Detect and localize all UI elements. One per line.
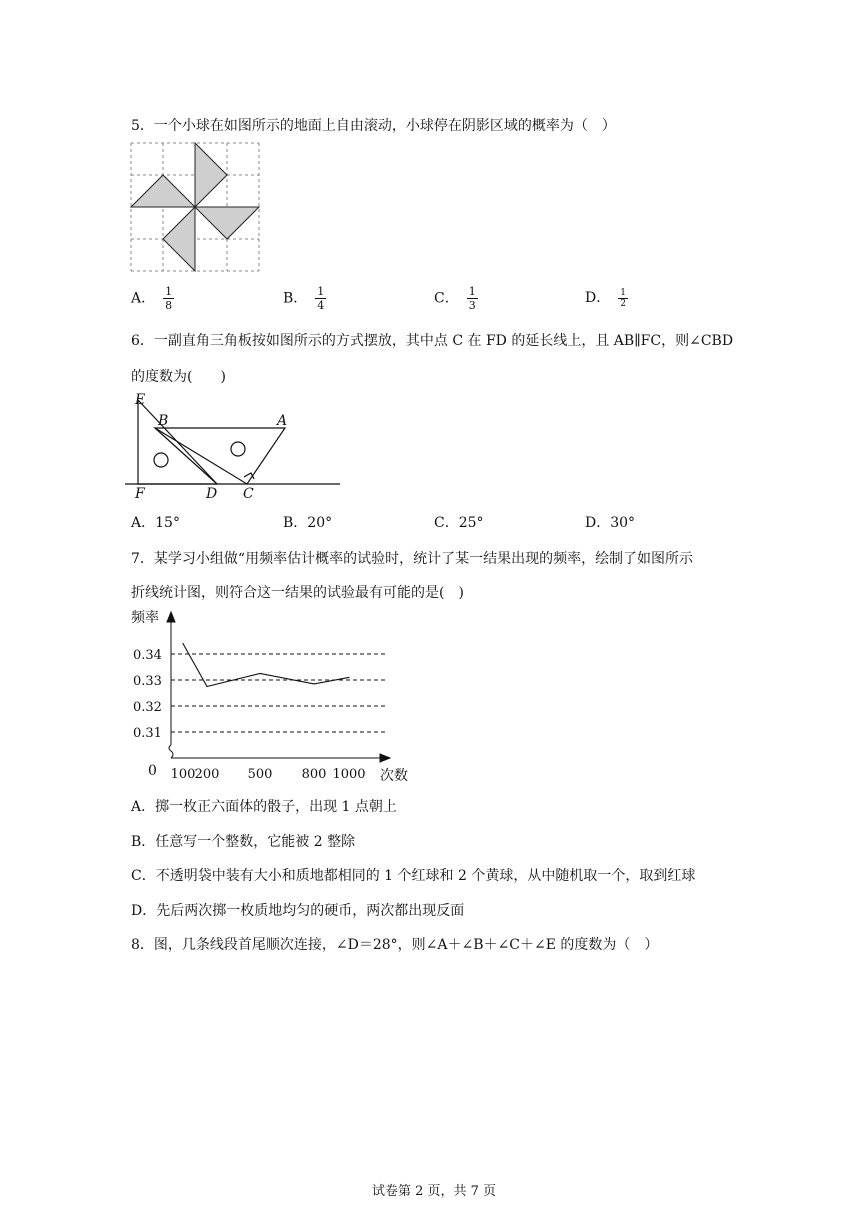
label-d: D [206,486,218,502]
y-tick-label: 0.34 [133,648,162,663]
q5-stem: 5．一个小球在如图所示的地面上自由滚动，小球停在阴影区域的概率为（ ） [131,118,616,134]
frequency-data-point [313,683,314,684]
q6-triangles-figure [125,388,350,503]
y-tick-label: 0.33 [133,674,162,689]
option-label: B． [283,290,308,307]
fraction-numerator: 1 [317,285,325,298]
frequency-data-point [182,643,183,644]
q6-option-d[interactable] [585,512,635,532]
segment-bd [155,428,217,484]
q5-shaded-triangles [131,143,259,271]
fraction-numerator: 1 [165,285,173,298]
fraction-denominator: 4 [317,299,325,312]
label-e: E [135,392,146,408]
origin-label: 0 [148,763,157,779]
q6-option-b[interactable] [283,512,332,532]
q7-option-d[interactable]: D．先后两次掷一枚质地均匀的硬币，两次都出现反面 [131,903,465,919]
q5-option-b[interactable] [283,285,326,312]
fraction-denominator: 8 [165,299,173,312]
x-tick-label: 100 [170,767,196,782]
q7-stem-line2: 折线统计图，则符合这一结果的试验最有可能的是( ) [131,585,464,601]
option-value: 20° [307,515,333,531]
x-tick-label: 200 [194,767,220,782]
triangle-hole-left [154,453,168,467]
q8-stem: 8．图，几条线段首尾顺次连接，∠D＝28°，则∠A＋∠B＋∠C＋∠E 的度数为（ ） [131,937,659,953]
label-f: F [135,486,145,502]
x-axis-label: 次数 [380,768,408,784]
y-tick-label: 0.32 [133,700,162,715]
triangle-bac [155,428,285,484]
page-footer: 试卷第 2 页，共 7 页 [371,1184,497,1199]
q5-pinwheel-figure [128,140,263,275]
q7-frequency-line-chart [125,605,415,785]
frequency-data-point [206,686,207,687]
fraction-denominator: 3 [468,299,476,312]
q7-option-a[interactable]: A．掷一枚正六面体的骰子，出现 1 点朝上 [131,799,397,815]
q5-option-a[interactable] [131,285,174,312]
q5-option-c[interactable] [434,285,478,312]
q7-option-b[interactable]: B．任意写一个整数，它能被 2 整除 [131,834,356,850]
label-b: B [158,413,169,429]
x-tick-label: 800 [301,767,327,782]
x-axis-arrow [380,754,390,762]
fraction-numerator: 1 [468,285,476,298]
axis-break-mark [169,745,173,758]
y-axis-arrow [167,612,175,622]
label-c: C [243,486,254,502]
q7-option-c[interactable]: C．不透明袋中装有大小和质地都相同的 1 个红球和 2 个黄球，从中随机取一个，取到红球 [131,868,696,884]
right-angle-mark [244,473,254,479]
y-axis-label: 频率 [131,610,159,626]
fraction-denominator: 2 [620,298,626,309]
frequency-data-point [348,677,349,678]
triangle-hole-right [231,442,245,456]
frequency-data-point [259,673,260,674]
option-label: D． [585,515,611,531]
q6-stem-line2: 的度数为( ) [131,369,226,385]
label-a: A [277,413,288,429]
q6-option-a[interactable] [131,512,180,532]
option-value: 30° [610,515,636,531]
q6-stem-line1: 6．一副直角三角板按如图所示的方式摆放，其中点 C 在 FD 的延长线上，且 AB∥FC，则∠CBD [131,333,734,349]
option-label: C． [434,290,459,307]
option-label: A． [131,515,156,531]
option-label: C． [434,515,459,531]
x-tick-label: 1000 [332,767,366,782]
option-value: 15° [155,515,180,531]
option-value: 25° [458,515,484,531]
q7-stem-line1: 7．某学习小组做“用频率估计概率的试验时，统计了某一结果出现的频率，绘制了如图所示 [131,551,694,567]
option-label: B． [283,515,308,531]
q5-option-d[interactable] [585,287,628,309]
q6-option-c[interactable] [434,512,484,532]
option-label: A． [131,290,156,307]
x-tick-label: 500 [247,767,273,782]
fraction-numerator: 1 [620,287,626,298]
y-tick-label: 0.31 [133,726,162,741]
option-label: D． [585,290,611,306]
